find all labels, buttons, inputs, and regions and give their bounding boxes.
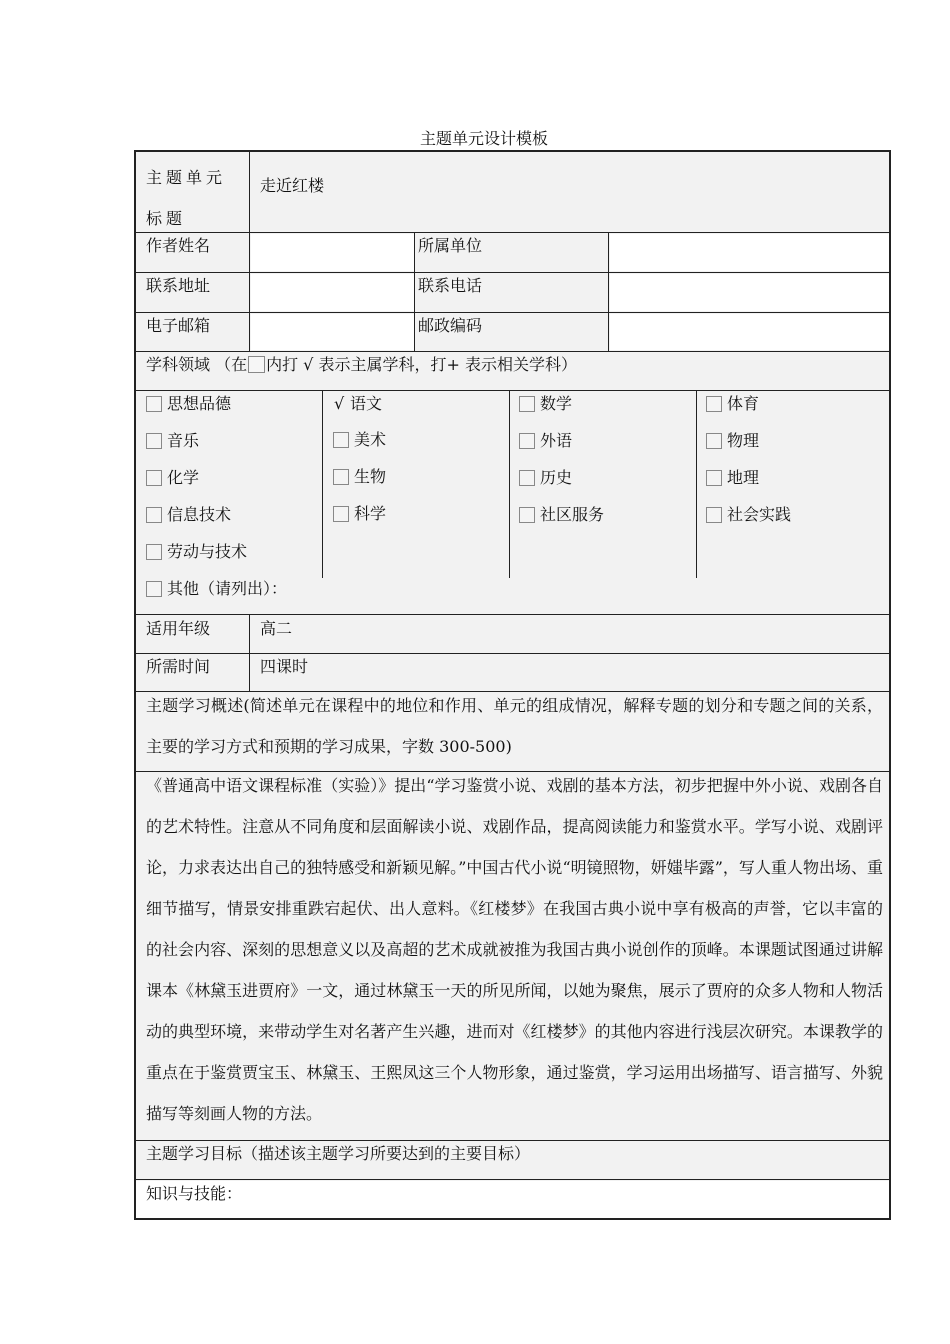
- zip-label: 邮政编码: [418, 316, 483, 335]
- subject-option[interactable]: 信息技术: [146, 505, 231, 525]
- subject-option-checked[interactable]: √ 语文: [334, 394, 383, 413]
- subject-option[interactable]: 科学: [333, 504, 386, 524]
- unit-title-label: 主题单元标题: [146, 168, 227, 228]
- col-divider: [696, 391, 697, 578]
- checkbox-icon[interactable]: [146, 433, 162, 449]
- col-divider: [509, 391, 510, 578]
- author-label: 作者姓名: [146, 236, 211, 255]
- subject-option-other[interactable]: 其他（请列出）：: [146, 579, 287, 599]
- col-divider: [608, 233, 609, 351]
- subject-option[interactable]: 化学: [146, 468, 199, 488]
- checkbox-icon[interactable]: [519, 433, 535, 449]
- time-label: 所需时间: [146, 657, 211, 676]
- col-divider: [249, 152, 250, 233]
- time-value: 四课时: [260, 657, 309, 676]
- grade-label: 适用年级: [146, 619, 211, 638]
- grade-value: 高二: [260, 619, 293, 638]
- subject-option[interactable]: 历史: [519, 468, 572, 488]
- checkbox-icon[interactable]: [146, 396, 162, 412]
- checkbox-icon[interactable]: [333, 432, 349, 448]
- overview-body: 《普通高中语文课程标准（实验）》提出“学习鉴赏小说、戏剧的基本方法，初步把握中外小说、戏剧各自的艺术特性。注意从不同角度和层面解读小说、戏剧作品，提高阅读能力和鉴赏水平。学写小说、戏剧评论，力求表达出自己的独特感受和新颖见解。”中国古代小说“明镜照物，妍媸毕露”，写人重人物出场、重细节描写，情景安排重跌宕起伏、出人意料。《红楼梦》在我国古典小说中享有极高的声誉，它以丰富的的社会内容、深刻的思想意义以及高超的艺术成就被推为我国古典小说创作的顶峰。本课题试图通过讲解课本《林黛玉进贾府》一文，通过林黛玉一天的所见所闻，以她为聚焦，展示了贾府的众多人物和人物活动的典型环境，来带动学生对名著产生兴趣，进而对《红楼梦》的其他内容进行浅层次研究。本课教学的重点在于鉴赏贾宝玉、林黛玉、王熙凤这三个人物形象，通过鉴赏，学习运用出场描写、语言描写、外貌描写等刻画人物的方法。: [146, 776, 883, 1123]
- checkmark-icon[interactable]: √: [334, 394, 345, 413]
- unit-title-value: 走近红楼: [260, 176, 325, 195]
- email-value-cell[interactable]: [251, 314, 414, 350]
- document-title: 主题单元设计模板: [419, 129, 548, 148]
- subject-option[interactable]: 社会实践: [706, 505, 791, 525]
- phone-value-cell[interactable]: [610, 274, 889, 311]
- sample-checkbox-icon: [248, 356, 265, 373]
- col-divider: [322, 391, 323, 578]
- unit-value-cell[interactable]: [610, 234, 889, 271]
- checkbox-icon[interactable]: [706, 470, 722, 486]
- subject-suffix: 内打 √ 表示主属学科，打+ 表示相关学科）: [266, 355, 577, 374]
- subject-instruction: [146, 355, 577, 375]
- knowledge-label: 知识与技能：: [146, 1184, 243, 1203]
- checkbox-icon[interactable]: [333, 506, 349, 522]
- subject-option[interactable]: 美术: [333, 430, 386, 450]
- checkbox-icon[interactable]: [519, 396, 535, 412]
- knowledge-cell[interactable]: [136, 1181, 889, 1218]
- col-divider: [249, 615, 250, 692]
- col-divider: [414, 233, 415, 351]
- address-label: 联系地址: [146, 276, 211, 295]
- checkbox-icon[interactable]: [706, 507, 722, 523]
- subject-option[interactable]: 数学: [519, 394, 572, 414]
- email-label: 电子邮箱: [146, 316, 211, 335]
- row-divider: [136, 390, 889, 391]
- checkbox-icon[interactable]: [519, 507, 535, 523]
- subject-option[interactable]: 外语: [519, 431, 572, 451]
- author-value-cell[interactable]: [251, 234, 414, 271]
- checkbox-icon[interactable]: [146, 581, 162, 597]
- subject-option[interactable]: 生物: [333, 467, 386, 487]
- subject-option[interactable]: 体育: [706, 394, 759, 414]
- checkbox-icon[interactable]: [333, 469, 349, 485]
- row-divider: [136, 351, 889, 352]
- checkbox-icon[interactable]: [146, 507, 162, 523]
- checkbox-icon[interactable]: [706, 396, 722, 412]
- subject-option[interactable]: 音乐: [146, 431, 199, 451]
- subject-option[interactable]: 社区服务: [519, 505, 604, 525]
- row-divider: [136, 1140, 889, 1141]
- checkbox-icon[interactable]: [146, 470, 162, 486]
- col-divider: [249, 233, 250, 351]
- row-divider: [136, 1179, 889, 1180]
- address-value-cell[interactable]: [251, 274, 414, 311]
- subject-option[interactable]: 劳动与技术: [146, 542, 247, 562]
- checkbox-icon[interactable]: [706, 433, 722, 449]
- zip-value-cell[interactable]: [610, 314, 889, 350]
- checkbox-icon[interactable]: [519, 470, 535, 486]
- goals-heading: 主题学习目标（描述该主题学习所要达到的主要目标）: [146, 1144, 531, 1163]
- subject-prefix: 学科领域 （在: [146, 355, 248, 374]
- unit-label: 所属单位: [418, 236, 483, 255]
- subject-option[interactable]: 思想品德: [146, 394, 231, 414]
- subject-option[interactable]: 物理: [706, 431, 759, 451]
- overview-heading: 主题学习概述(简述单元在课程中的地位和作用、单元的组成情况，解释专题的划分和专题之间的关系，主要的学习方式和预期的学习成果，字数 300-500): [146, 696, 883, 756]
- phone-label: 联系电话: [418, 276, 483, 295]
- design-template-form: [134, 150, 891, 1220]
- subject-option[interactable]: 地理: [706, 468, 759, 488]
- checkbox-icon[interactable]: [146, 544, 162, 560]
